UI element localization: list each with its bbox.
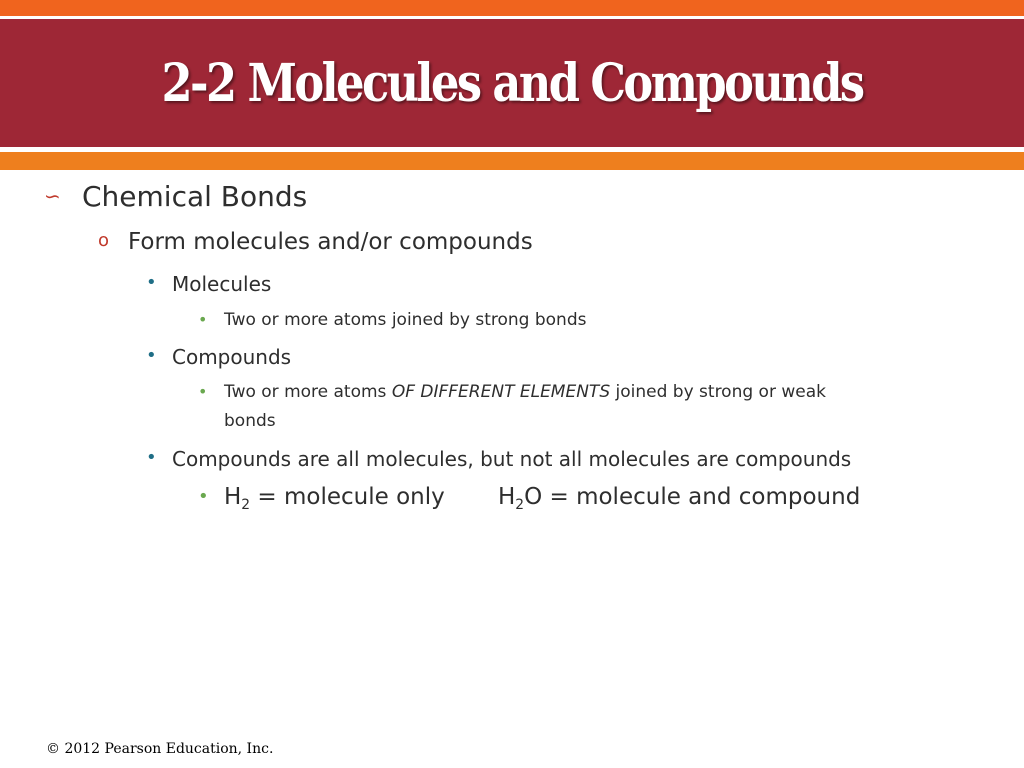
- bullet-molecules: Molecules: [172, 272, 272, 296]
- top-orange-stripe: [0, 0, 1024, 16]
- dot-bullet-icon: •: [146, 447, 157, 468]
- emphasis-different-elements: OF DIFFERENT ELEMENTS: [391, 382, 611, 402]
- bullet-molecules-detail: Two or more atoms joined by strong bonds: [224, 310, 587, 330]
- slide-title: 2-2 Molecules and Compounds: [161, 53, 863, 114]
- bullet-compounds-note: Compounds are all molecules, but not all molecules are compounds: [172, 447, 852, 471]
- bullet-form-molecules: Form molecules and/or compounds: [128, 229, 533, 255]
- dot-bullet-icon: •: [198, 486, 209, 507]
- dot-bullet-icon: •: [146, 345, 157, 366]
- bullet-compounds-detail-wrap: bonds: [224, 411, 276, 431]
- bullet-chemical-bonds: Chemical Bonds: [82, 180, 308, 213]
- bullet-compounds-detail: Two or more atoms OF DIFFERENT ELEMENTS joined by strong or weak: [224, 382, 826, 402]
- bullet-example-h2: $H_2$ = molecule only: [224, 484, 445, 513]
- under-orange-stripe: [0, 152, 1024, 170]
- circle-bullet-icon: o: [98, 230, 110, 251]
- copyright-footer: © 2012 Pearson Education, Inc.: [46, 741, 274, 757]
- bullet-example-h2o: $H_2O$ = molecule and compound: [498, 484, 861, 513]
- dot-bullet-icon: •: [146, 272, 157, 293]
- bullet-compounds: Compounds: [172, 345, 292, 369]
- scroll-bullet-icon: ∽: [44, 184, 61, 208]
- dot-bullet-icon: •: [198, 382, 208, 401]
- slide-content: [0, 170, 1024, 730]
- dot-bullet-icon: •: [198, 310, 208, 329]
